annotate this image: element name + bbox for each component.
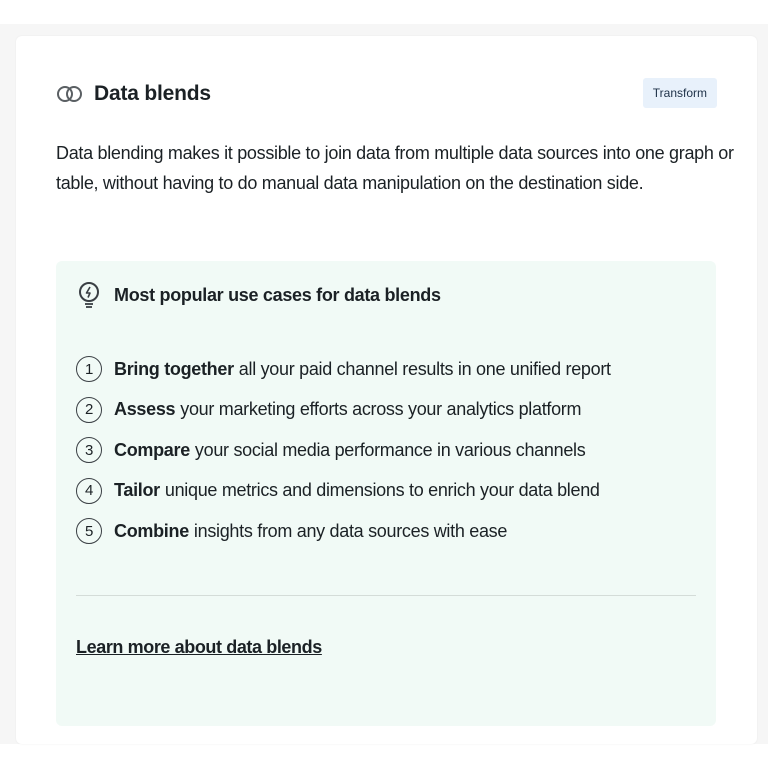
divider bbox=[76, 595, 696, 596]
learn-more-link[interactable]: Learn more about data blends bbox=[76, 637, 322, 657]
card-title: Data blends bbox=[94, 82, 211, 105]
use-case-keyword: Tailor bbox=[114, 480, 160, 501]
list-item bbox=[76, 390, 611, 431]
list-item bbox=[76, 511, 611, 552]
use-cases-header bbox=[76, 281, 441, 309]
card-header bbox=[56, 76, 717, 112]
use-cases-title: Most popular use cases for data blends bbox=[114, 284, 441, 305]
use-case-keyword: Bring together bbox=[114, 358, 234, 379]
use-case-text: your social media performance in various channels bbox=[194, 439, 586, 460]
list-item bbox=[76, 471, 611, 512]
data-blends-card bbox=[16, 36, 757, 744]
use-cases-list bbox=[76, 349, 611, 552]
number-badge: 5 bbox=[76, 518, 102, 544]
use-case-text: unique metrics and dimensions to enrich your data blend bbox=[164, 480, 600, 501]
list-item bbox=[76, 430, 611, 471]
use-case-keyword: Compare bbox=[114, 439, 190, 460]
number-badge: 2 bbox=[76, 397, 102, 423]
transform-badge: Transform bbox=[643, 78, 717, 108]
use-case-keyword: Combine bbox=[114, 520, 189, 541]
use-case-keyword: Assess bbox=[114, 399, 176, 420]
use-case-text: all your paid channel results in one unified report bbox=[238, 358, 611, 379]
list-item bbox=[76, 349, 611, 390]
use-case-text: your marketing efforts across your analytics platform bbox=[180, 399, 582, 420]
use-cases-panel bbox=[56, 261, 716, 726]
number-badge: 4 bbox=[76, 478, 102, 504]
blend-circles-icon bbox=[56, 85, 84, 103]
number-badge: 3 bbox=[76, 437, 102, 463]
lightbulb-icon bbox=[76, 281, 102, 309]
card-description: Data blending makes it possible to join data from multiple data sources into one graph or table, without having to do manual data manipulation on the destination side. bbox=[56, 143, 734, 193]
use-case-text: insights from any data sources with ease bbox=[193, 520, 508, 541]
number-badge: 1 bbox=[76, 356, 102, 382]
